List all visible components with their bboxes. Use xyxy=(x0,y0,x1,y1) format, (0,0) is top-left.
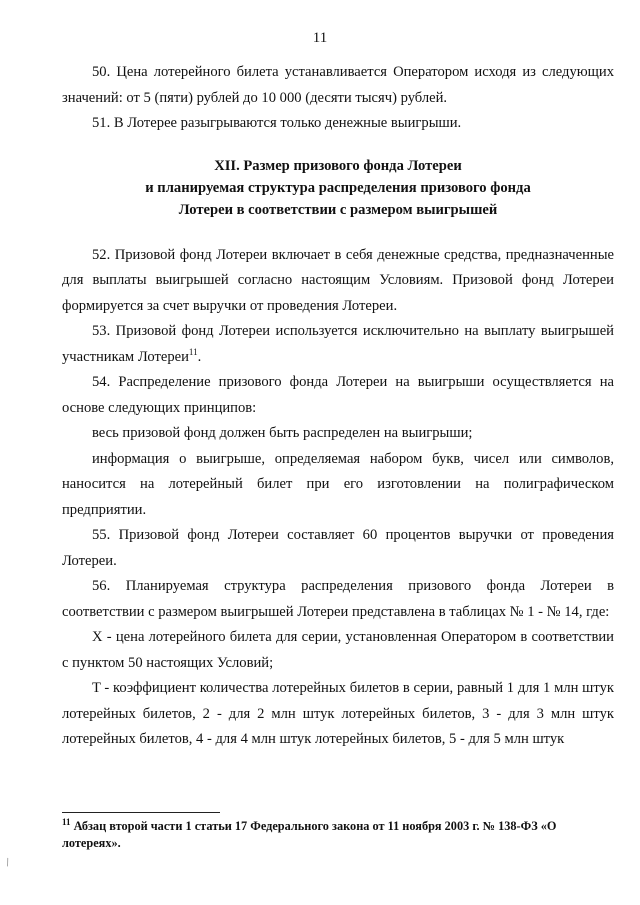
heading-line-1: XII. Размер призового фонда Лотереи xyxy=(214,157,462,174)
paragraph-55: 55. Призовой фонд Лотереи составляет 60 процентов выручки от проведения Лотереи. xyxy=(62,527,614,569)
paragraph-53 xyxy=(62,319,614,370)
footnote xyxy=(62,818,614,852)
paragraph-56-x-definition: X - цена лотерейного билета для серии, установленная Оператором в соответствии с пунктом 50 настоящих Условий; xyxy=(62,629,614,671)
footnote-number: 11 xyxy=(62,816,71,827)
paragraph-54-item-a: весь призовой фонд должен быть распределен на выигрыши; xyxy=(92,425,473,441)
footnote-reference: 11 xyxy=(188,346,198,357)
footnote-text: Абзац второй части 1 статьи 17 Федерального закона от 11 ноября 2003 г. № 138-ФЗ «О лотереях». xyxy=(62,819,557,850)
paragraph-54-item-b: информация о выигрыше, определяемая набором букв, чисел или символов, наносится на лотерейный билет при его изготовлении на полиграфическом предприятии. xyxy=(62,450,614,518)
paragraph-53-end: . xyxy=(197,348,202,365)
page-number: 11 xyxy=(312,30,328,46)
paragraph-52: 52. Призовой фонд Лотереи включает в себя денежные средства, предназначенные для выплаты выигрышей согласно настоящим Условиям. Призовой фонд Лотереи формируется за счет выручки от проведения Лотереи. xyxy=(62,246,614,314)
footnote-divider xyxy=(62,812,220,813)
paragraph-56: 56. Планируемая структура распределения призового фонда Лотереи в соответствии с размером выигрышей Лотереи представлена в таблицах № 1 - № 14, где: xyxy=(62,578,614,620)
paragraph-54: 54. Распределение призового фонда Лотереи на выигрыши осуществляется на основе следующих принципов: xyxy=(62,374,614,416)
heading-line-3: Лотереи в соответствии с размером выигрышей xyxy=(178,201,498,218)
paragraph-53-text: 53. Призовой фонд Лотереи используется исключительно на выплату выигрышей участникам Лотереи xyxy=(62,323,614,365)
paragraph-56-t-definition: T - коэффициент количества лотерейных билетов в серии, равный 1 для 1 млн штук лотерейных билетов, 2 - для 2 млн штук лотерейных билетов, 3 - для 3 млн штук лотерейных билетов, 4 - для 4 млн штук лотерейных билетов, 5 - для 5 млн штук xyxy=(62,680,614,747)
section-heading xyxy=(62,155,614,221)
heading-line-2: и планируемая структура распределения призового фонда xyxy=(145,179,531,196)
paragraph-51: 51. В Лотерее разыгрываются только денежные выигрыши. xyxy=(92,115,462,131)
margin-mark: \ xyxy=(3,854,12,870)
body-text xyxy=(62,60,614,753)
paragraph-50: 50. Цена лотерейного билета устанавливается Оператором исходя из следующих значений: от 5 (пяти) рублей до 10 000 (десяти тысяч) рублей. xyxy=(62,64,614,106)
